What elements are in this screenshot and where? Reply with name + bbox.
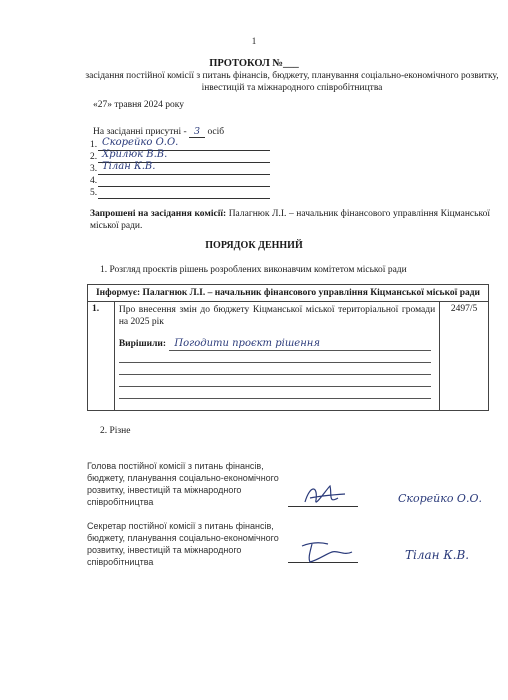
agenda-item-2: 2. Різне — [100, 426, 131, 436]
member-line — [98, 174, 270, 175]
member-line — [98, 198, 270, 199]
meeting-date: «27» травня 2024 року — [93, 100, 185, 110]
rule-line — [119, 398, 431, 399]
agenda-title: ПОРЯДОК ДЕННИЙ — [205, 240, 303, 251]
chair-signature-mark — [300, 480, 350, 510]
row-text: Про внесення змін до бюджету Кіцманської міської територіальної громади на 2025 рік — [118, 305, 436, 327]
member-name: Скорейко О.О. — [102, 137, 179, 148]
decision-line — [119, 338, 320, 349]
row-number: 1. — [88, 302, 115, 411]
chair-title: Голова постійної комісії з питань фінансів, бюджету, планування соціально-економічного розвитку, інвестицій та міжнародного співробітництва — [87, 461, 279, 507]
page-number: 1 — [251, 36, 257, 46]
attendance-prefix: На засіданні присутні - — [93, 127, 187, 137]
invited-paragraph — [90, 208, 490, 232]
member-name: Хрилюк В.В. — [102, 149, 168, 160]
agenda-item-1: 1. Розгляд проєктів рішень розроблених виконавчим комітетом міської ради — [100, 265, 407, 275]
secretary-signature-mark — [298, 538, 358, 566]
decided-label: Вирішили: — [118, 339, 167, 349]
row-code: 2497/5 — [440, 302, 489, 411]
secretary-name: Тілан К.В. — [405, 548, 470, 562]
member-number: 2. — [90, 152, 98, 162]
page-title: ПРОТОКОЛ №___ — [209, 58, 299, 69]
member-number: 1. — [90, 140, 98, 150]
member-row — [90, 161, 270, 176]
rule-line — [119, 386, 431, 387]
member-line — [98, 186, 270, 187]
secretary-title: Секретар постійної комісії з питань фінансів, бюджету, планування соціально-економічного розвитку, інвестицій та міжнародного співробітництва — [87, 521, 279, 567]
attendance-suffix: осіб — [207, 127, 225, 137]
decided-text: Погодити проєкт рішення — [174, 338, 320, 349]
invited-label: Запрошені на засідання комісії: — [90, 209, 227, 219]
rule-line — [119, 362, 431, 363]
chair-name: Скорейко О.О. — [398, 492, 482, 505]
page-subtitle: засідання постійної комісії з питань фінансів, бюджету, планування соціально-економічного розвитку, інвестицій та міжнародного співробітництва — [85, 71, 499, 93]
member-row — [90, 176, 270, 188]
attendance-count: 3 — [189, 126, 205, 138]
decision-area — [119, 328, 435, 408]
member-number: 3. — [90, 164, 98, 174]
rule-line — [119, 374, 431, 375]
informs-cell: Інформує: Палагнюк Л.І. – начальник фінансового управління Кіцманської міської ради — [88, 285, 489, 302]
rule-line — [169, 350, 431, 351]
member-number: 5. — [90, 188, 98, 198]
member-number: 4. — [90, 176, 98, 186]
member-row — [90, 188, 270, 200]
row-content — [114, 302, 439, 411]
invited-text: Палагнюк Л.І. – начальник фінансового управління Кіцманської міської ради. — [90, 209, 490, 231]
agenda-table — [87, 284, 489, 411]
member-name: Тілан К.В. — [102, 161, 156, 172]
